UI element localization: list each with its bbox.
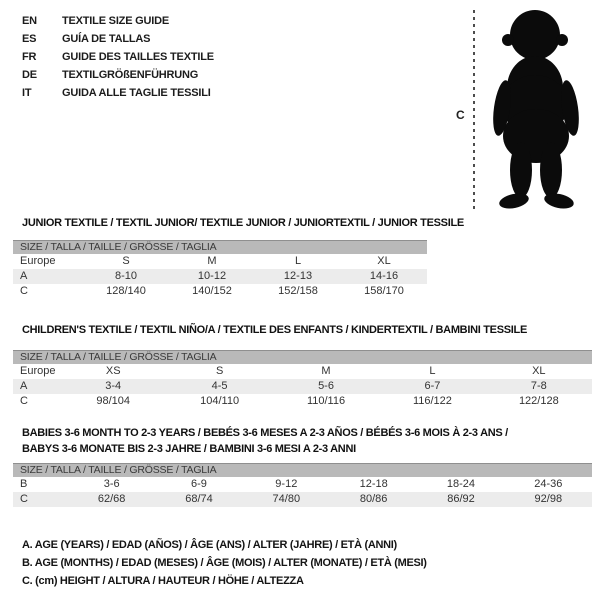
- table-title: [22, 215, 600, 231]
- table-title-line: BABYS 3-6 MONATE BIS 2-3 JAHRE / BAMBINI 3-6 MESI A 2-3 ANNI: [22, 443, 356, 455]
- language-row: [22, 12, 214, 30]
- table-cell: M: [321, 365, 331, 377]
- table-cell: S: [122, 255, 130, 267]
- footnote-line: C. (cm) HEIGHT / ALTURA / HAUTEUR / HÖHE / ALTEZZA: [22, 575, 304, 587]
- table-cell: 8-10: [114, 270, 138, 282]
- table-cell: 68/74: [185, 493, 213, 505]
- table-cell: 6-9: [191, 478, 207, 490]
- row-label: A: [20, 380, 28, 392]
- table-cell: 98/104: [96, 395, 131, 407]
- language-row: [22, 66, 214, 84]
- table-cell: XS: [105, 365, 121, 377]
- table-title-line: CHILDREN'S TEXTILE / TEXTIL NIÑO/A / TEXTILE DES ENFANTS / KINDERTEXTIL / BAMBINI TESSILE: [22, 324, 527, 336]
- row-label: C: [20, 285, 28, 297]
- table-cell: 116/122: [412, 395, 452, 407]
- table-cell: 12-13: [283, 270, 313, 282]
- size-table: [13, 463, 592, 507]
- baby-height-figure: [452, 8, 592, 218]
- table-row: [13, 284, 427, 299]
- footnote-line: A. AGE (YEARS) / EDAD (AÑOS) / ÂGE (ANS) / ALTER (JAHRE) / ETÀ (ANNI): [22, 539, 397, 551]
- language-row: [22, 48, 214, 66]
- language-title: TEXTILGRÖßENFÜHRUNG: [62, 69, 199, 81]
- size-header-bar: SIZE / TALLA / TAILLE / GRÖSSE / TAGLIA: [13, 463, 592, 477]
- footnote-line: B. AGE (MONTHS) / EDAD (MESES) / ÂGE (MOIS) / ALTER (MONATE) / ETÀ (MESI): [22, 557, 427, 569]
- language-code: DE: [22, 69, 37, 81]
- language-row: [22, 30, 214, 48]
- table-cell: 4-5: [211, 380, 228, 392]
- table-title: [22, 425, 600, 457]
- language-title: TEXTILE SIZE GUIDE: [62, 15, 170, 27]
- language-title: GUÍA DE TALLAS: [62, 33, 151, 45]
- size-table: [13, 350, 592, 409]
- table-cell: 24-36: [534, 478, 563, 490]
- language-code: EN: [22, 15, 37, 27]
- table-cell: 128/140: [106, 285, 146, 297]
- table-cell: 80/86: [359, 493, 388, 505]
- language-row: [22, 84, 214, 102]
- table-cell: 9-12: [275, 478, 298, 490]
- table-cell: 152/158: [278, 285, 318, 297]
- table-cell: XL: [532, 365, 546, 377]
- table-title-line: BABIES 3-6 MONTH TO 2-3 YEARS / BEBÉS 3-6 MESES A 2-3 AÑOS / BÉBÉS 3-6 MOIS À 2-3 ANS /: [22, 427, 508, 439]
- size-table-section: [0, 215, 600, 297]
- height-measure-label: C: [456, 108, 465, 122]
- language-title: GUIDA ALLE TAGLIE TESSILI: [62, 87, 211, 99]
- row-label: B: [20, 478, 28, 490]
- size-header-bar: SIZE / TALLA / TAILLE / GRÖSSE / TAGLIA: [13, 350, 592, 364]
- table-row: [13, 379, 592, 394]
- table-cell: M: [207, 255, 217, 267]
- size-table-section: [0, 322, 600, 407]
- measure-footnotes: [22, 536, 427, 590]
- table-cell: L: [294, 255, 302, 267]
- size-table: [13, 240, 427, 299]
- table-title: [22, 322, 600, 338]
- table-cell: 5-6: [318, 380, 334, 392]
- table-cell: 6-7: [424, 380, 441, 392]
- table-cell: 7-8: [530, 380, 547, 392]
- table-row: [13, 269, 427, 284]
- row-label: Europe: [20, 255, 56, 267]
- row-label: Europe: [20, 365, 56, 377]
- language-code: IT: [22, 87, 32, 99]
- table-cell: 122/128: [518, 395, 559, 407]
- row-label: C: [20, 395, 28, 407]
- table-cell: 74/80: [272, 493, 301, 505]
- table-cell: 18-24: [446, 478, 476, 490]
- size-header-bar: SIZE / TALLA / TAILLE / GRÖSSE / TAGLIA: [13, 240, 427, 254]
- table-row: [13, 477, 592, 492]
- table-cell: 14-16: [369, 270, 399, 282]
- table-cell: 110/116: [306, 395, 346, 407]
- table-cell: 158/170: [364, 285, 404, 297]
- height-dotted-line: [473, 10, 475, 211]
- table-cell: 3-6: [103, 478, 120, 490]
- table-cell: S: [215, 365, 224, 377]
- table-cell: 10-12: [197, 270, 227, 282]
- table-cell: XL: [377, 255, 391, 267]
- language-code: ES: [22, 33, 37, 45]
- language-code: FR: [22, 51, 37, 63]
- table-cell: 3-4: [105, 380, 122, 392]
- table-title-line: JUNIOR TEXTILE / TEXTIL JUNIOR/ TEXTILE JUNIOR / JUNIORTEXTIL / JUNIOR TESSILE: [22, 217, 464, 229]
- table-row: [13, 492, 592, 507]
- language-title: GUIDE DES TAILLES TEXTILE: [62, 51, 214, 63]
- table-cell: 86/92: [447, 493, 475, 505]
- table-row: [13, 254, 427, 269]
- size-table-section: [0, 425, 600, 505]
- table-cell: 62/68: [97, 493, 126, 505]
- row-label: C: [20, 493, 28, 505]
- language-title-list: [22, 12, 214, 102]
- table-cell: 92/98: [534, 493, 563, 505]
- table-cell: 12-18: [359, 478, 388, 490]
- table-row: [13, 364, 592, 379]
- table-row: [13, 394, 592, 409]
- table-cell: 104/110: [200, 395, 240, 407]
- table-cell: L: [429, 365, 436, 377]
- baby-silhouette-icon: [488, 8, 588, 215]
- table-cell: 140/152: [192, 285, 232, 297]
- row-label: A: [20, 270, 28, 282]
